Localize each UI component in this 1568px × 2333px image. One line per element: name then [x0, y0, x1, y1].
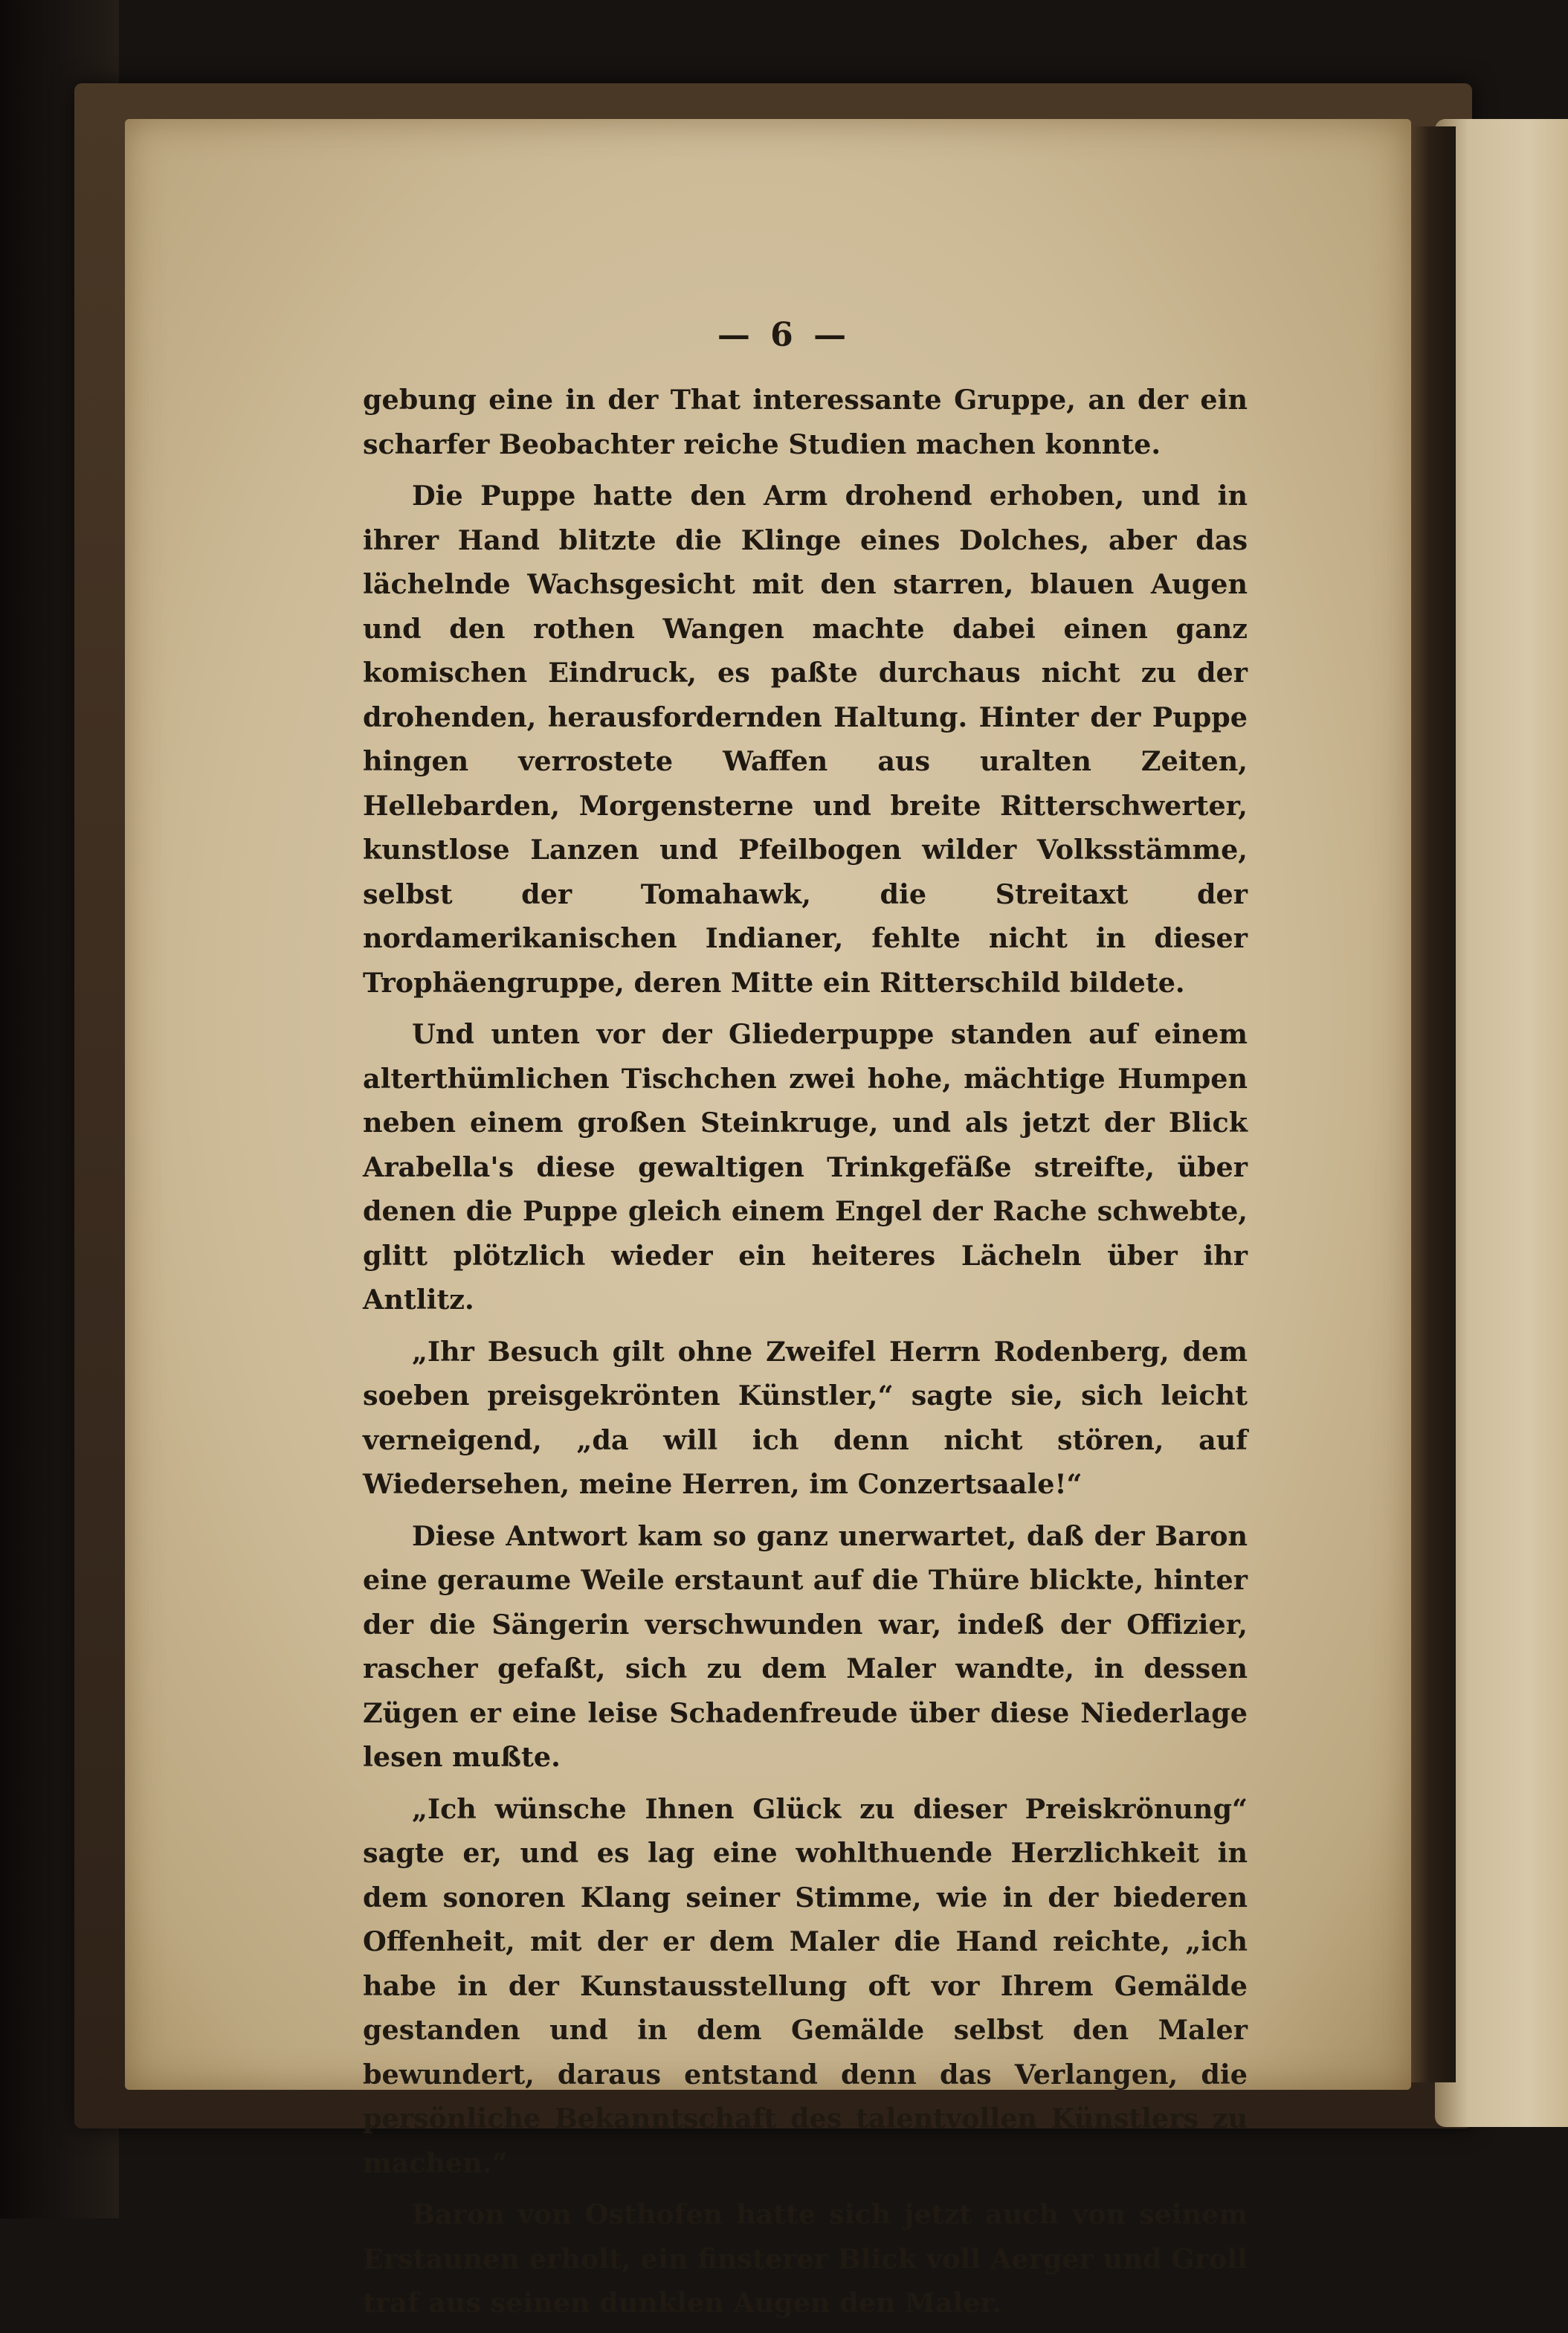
paragraph-7: Baron von Osthofen hatte sich jetzt auch von seinem Erstaunen erholt, ein finsterer Blick voll Aerger und Groll traf aus seinen dunklen Augen den Maler. — [363, 2198, 1248, 2319]
paragraph-5: Diese Antwort kam so ganz unerwartet, daß der Baron eine geraume Weile erstaunt auf die Thüre blickte, hinter der die Sängerin verschwunden war, indeß der Offizier, rascher gefaßt, sich zu dem Maler wandte, in dessen Zügen er eine leise Schadenfreude über diese Niederlage lesen mußte. — [363, 1519, 1248, 1773]
page-gutter — [1411, 126, 1456, 2082]
paragraph-1: gebung eine in der That interessante Gruppe, an der ein scharfer Beobachter reiche Studien machen konnte. — [363, 384, 1248, 460]
paragraph-6: „Ich wünsche Ihnen Glück zu dieser Preiskrönung“ sagte er, und es lag eine wohlthuende Herzlichkeit in dem sonoren Klang seiner Stimme, wie in der biederen Offenheit, mit der er dem Maler die Hand reichte, „ich habe in der Kunstausstellung oft vor Ihrem Gemälde gestanden und in dem Gemälde selbst den Maler bewundert, daraus entstand denn das Verlangen, die persönliche Bekanntschaft des talentvollen Künstlers zu machen.“ — [363, 1792, 1248, 2179]
page-body-text — [363, 378, 1248, 2333]
paragraph-4: „Ihr Besuch gilt ohne Zweifel Herrn Rodenberg, dem soeben preisgekrönten Künstler,“ sagte sie, sich leicht verneigend, „da will ich denn nicht stören, auf Wiedersehen, meine Herren, im Conzertsaale!“ — [363, 1335, 1248, 1500]
paragraph-3: Und unten vor der Gliederpuppe standen auf einem alterthümlichen Tischchen zwei hohe, mächtige Humpen neben einem großen Steinkruge, und als jetzt der Blick Arabella's diese gewaltigen Trinkgefäße streifte, über denen die Puppe gleich einem Engel der Rache schwebte, glitt plötzlich wieder ein heiteres Lächeln über ihr Antlitz. — [363, 1018, 1248, 1316]
paragraph-2: Die Puppe hatte den Arm drohend erhoben, und in ihrer Hand blitzte die Klinge eines Dolches, aber das lächelnde Wachsgesicht mit den starren, blauen Augen und den rothen Wangen machte dabei einen ganz komischen Eindruck, es paßte durchaus nicht zu der drohenden, herausfordernden Haltung. Hinter der Puppe hingen verrostete Waffen aus uralten Zeiten, Hellebarden, Morgensterne und breite Ritterschwerter, kunstlose Lanzen und Pfeilbogen wilder Volksstämme, selbst der Tomahawk, die Streitaxt der nordamerikanischen Indianer, fehlte nicht in dieser Trophäengruppe, deren Mitte ein Ritterschild bildete. — [363, 480, 1248, 999]
page-number: — 6 — — [717, 316, 851, 354]
